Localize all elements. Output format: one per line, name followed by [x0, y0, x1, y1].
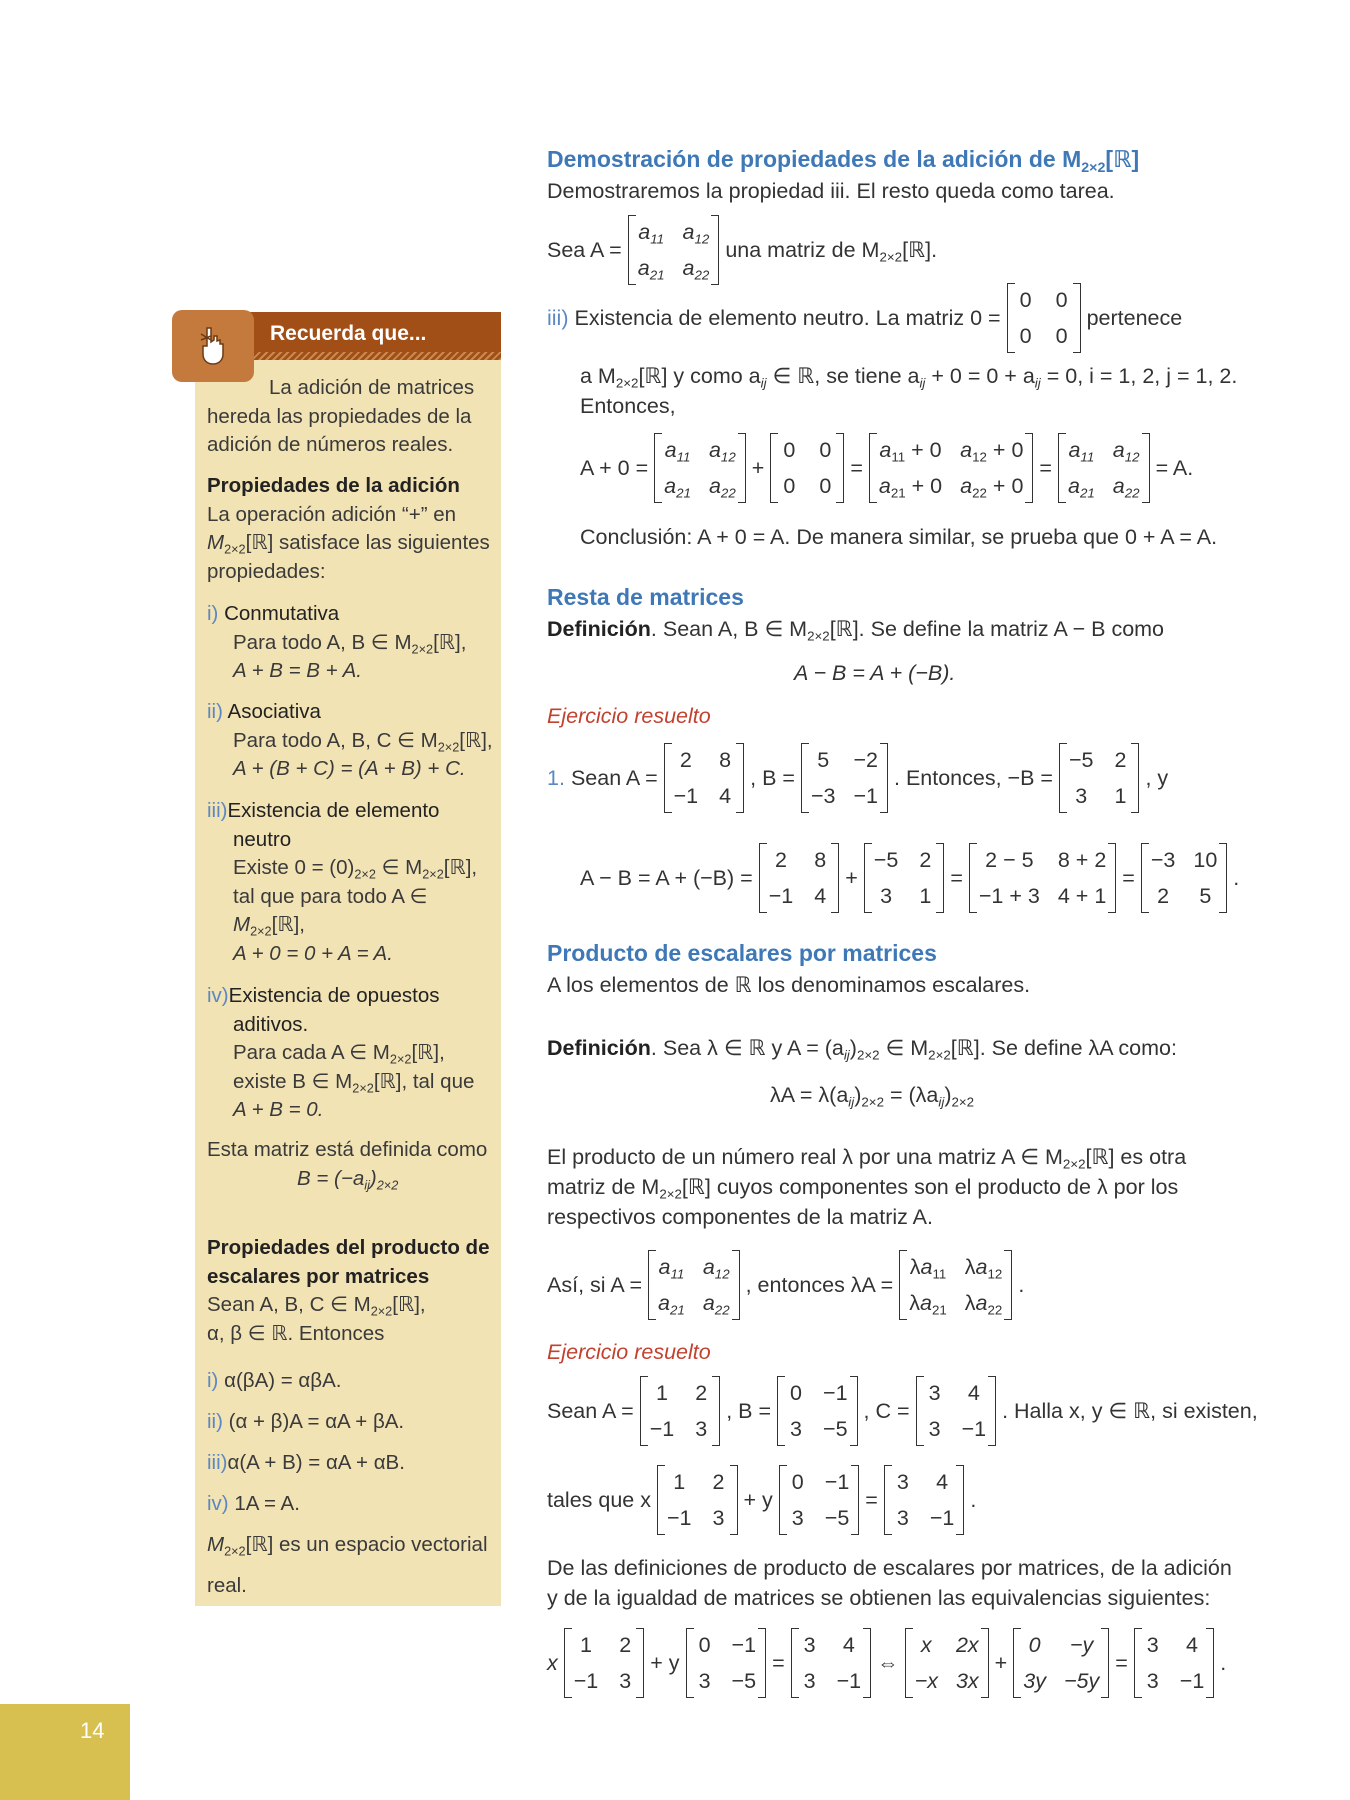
prop-neutro: iii)Existencia de elemento neutro Existe $0 = (0)_{2\times 2}$ ∈ $M_{2\times 2}[ℝ]$, tal que para todo A ∈ $M_{2\times 2}[ℝ]$, A + 0 = 0 + A = A. [207, 799, 478, 965]
adicion-section [207, 472, 497, 586]
resta-formula: A − B = A + (−B). [794, 661, 956, 685]
espacio-vectorial: real. [207, 1574, 247, 1597]
intro-line: adición de números reales. [207, 433, 454, 456]
producto-intro: A los elementos de ℝ los denominamos escalares. [547, 973, 1031, 997]
ejercicio-resuelto-2: Ejercicio resuelto [547, 1340, 711, 1364]
ej2-line: Sean A = 1 2 −1 3 , B = 0 −1 3 −5 , C = 3 4 3 −1 . Halla x, y ∈ ℝ, si existen, [547, 1376, 1258, 1446]
producto-formula: $\lambda A = \lambda(a_{ij})_{2\times 2} = (\lambda a_{ij})_{2\times 2}$ [770, 1083, 975, 1110]
escalar-item: ii) (α + β)A = αA + βA. [207, 1410, 405, 1433]
producto-def: Definición. Sea λ ∈ ℝ y $A = (a_{ij})_{2\times 2}$ ∈ $M_{2\times 2}[ℝ]$. Se define λA como: [547, 1036, 1177, 1063]
asi-si-line: Así, si A = $a_{11}$ $a_{12}$ $a_{21}$ $a_{22}$ , entonces λA = $\lambda a_{11}$ $\lambda a_{12}$ $\lambda a_{21}$ $\lambda a_{22}$ . [547, 1250, 1024, 1320]
adicion-heading: Propiedades de la adición [207, 474, 460, 497]
page-number: 14 [80, 1718, 105, 1743]
page-number-block [0, 1704, 130, 1800]
demo-intro: Demostraremos la propiedad iii. El resto queda como tarea. [547, 179, 1115, 203]
tales-que-line: tales que x 1 2 −1 3 + y 0 −1 3 −5 = 3 4 3 −1 . [547, 1465, 976, 1535]
neutro-text: a $M_{2\times 2}[ℝ]$ y como $a_{ij}$ ∈ ℝ, se tiene $a_{ij} + 0 = 0 + a_{ij} = 0$, i = 1, 2, j = 1, 2. [580, 364, 1238, 391]
matrix-A-generic: $a_{11}$ $a_{12}$ $a_{21}$ $a_{22}$ [628, 215, 720, 285]
adicion-text: propiedades: [207, 559, 326, 583]
a-plus-zero-equation: A + 0 = $a_{11}$ $a_{12}$ $a_{21}$ $a_{22}$ + 0 0 0 0 = $a_{11} + 0$ $a_{12} + 0$ $a_{21} + 0$ $a_{22} + 0$ = $a_{11}$ $a_{12}$ $a_{21}$ $a_{22}$ = A. [580, 433, 1193, 503]
sea-a-line: Sea A = $a_{11}$ $a_{12}$ $a_{21}$ $a_{22}$ una matriz de $M_{2\times 2}[ℝ]$. [547, 215, 937, 285]
prop-opuestos: iv)Existencia de opuestos aditivos. Para cada A ∈ $M_{2\times 2}[ℝ]$, existe B ∈ $M_{2\times 2}[ℝ]$, tal que A + B = 0. [207, 984, 475, 1121]
conclusion: Conclusión: A + 0 = A. De manera similar, se prueba que 0 + A = A. [580, 525, 1218, 549]
escalar-item: iv) 1A = A. [207, 1492, 300, 1515]
finger-ribbon-icon [172, 310, 254, 382]
ej1-line: 1. Sean A = 2 8 −1 4 , B = 5 −2 −3 −1 . Entonces, −B = −5 2 3 1 , y [547, 743, 1168, 813]
adicion-text: La operación adición “+” en [207, 502, 457, 526]
escalares-section: Propiedades del producto de escalares por matrices Sean A, B, C ∈ $M_{2\times 2}[ℝ]$, α, β ∈ ℝ. Entonces [207, 1236, 490, 1345]
intro-line: hereda las propiedades de la [207, 404, 472, 428]
matrix-zero: 0 0 0 0 [1007, 283, 1081, 353]
resta-heading: Resta de matrices [547, 584, 744, 610]
prop-conmutativa: i) Conmutativa Para todo A, B ∈ $M_{2\times 2}[ℝ]$, A + B = B + A. [207, 602, 467, 682]
ej1-solution: A − B = A + (−B) = 2 8 −1 4 + −5 2 3 1 = 2 − 5 8 + 2 −1 + 3 4 + 1 = −3 10 2 5 . [580, 843, 1239, 913]
adicion-text: $M_{2\times 2}[ℝ]$ satisface las siguientes [207, 531, 490, 557]
sidebar-title: Recuerda que... [270, 322, 427, 345]
sidebar-intro [207, 374, 497, 460]
definiciones-parrafo: De las definiciones de producto de escalares por matrices, de la adición y de la igualdad de matrices se obtienen las equivalencias siguientes: [547, 1556, 1232, 1610]
opuesto-def: Esta matriz está definida como $B = (-a_{ij})_{2\times 2}$ [207, 1138, 488, 1192]
iii-line: iii) Existencia de elemento neutro. La matriz 0 = 0 0 0 0 pertenece [547, 283, 1182, 353]
prop-asociativa: ii) Asociativa Para todo A, B, C ∈ $M_{2\times 2}[ℝ]$, A + (B + C) = (A + B) + C. [207, 700, 493, 780]
entonces-text: Entonces, [580, 394, 676, 418]
escalar-item: iii)α(A + B) = αA + αB. [207, 1451, 405, 1474]
producto-parrafo: El producto de un número real λ por una matriz A ∈ $M_{2\times 2}[ℝ]$ es otra matriz de $M_{2\times 2}[ℝ]$ cuyos componentes son el producto de λ por los respectivos componentes de la matriz A. [547, 1145, 1187, 1229]
espacio-vectorial: $M_{2\times 2}[ℝ]$ es un espacio vectorial [207, 1533, 488, 1559]
producto-heading: Producto de escalares por matrices [547, 940, 937, 966]
intro-line: La adición de matrices [269, 376, 475, 399]
equivalencia-line: x 1 2 −1 3 + y 0 −1 3 −5 = 3 4 3 −1 ⇔ x 2x −x 3x + 0 −y 3y −5y = 3 4 3 −1 . [547, 1628, 1226, 1698]
demo-heading: Demostración de propiedades de la adición de $M_{2\times 2}[ℝ]$ [547, 146, 1140, 176]
escalar-item: i) α(βA) = αβA. [207, 1369, 342, 1392]
ejercicio-resuelto-1: Ejercicio resuelto [547, 704, 711, 728]
escalares-items [207, 1360, 497, 1606]
resta-def: Definición. Sean A, B ∈ $M_{2\times 2}[ℝ]$. Se define la matriz A − B como [547, 617, 1165, 644]
